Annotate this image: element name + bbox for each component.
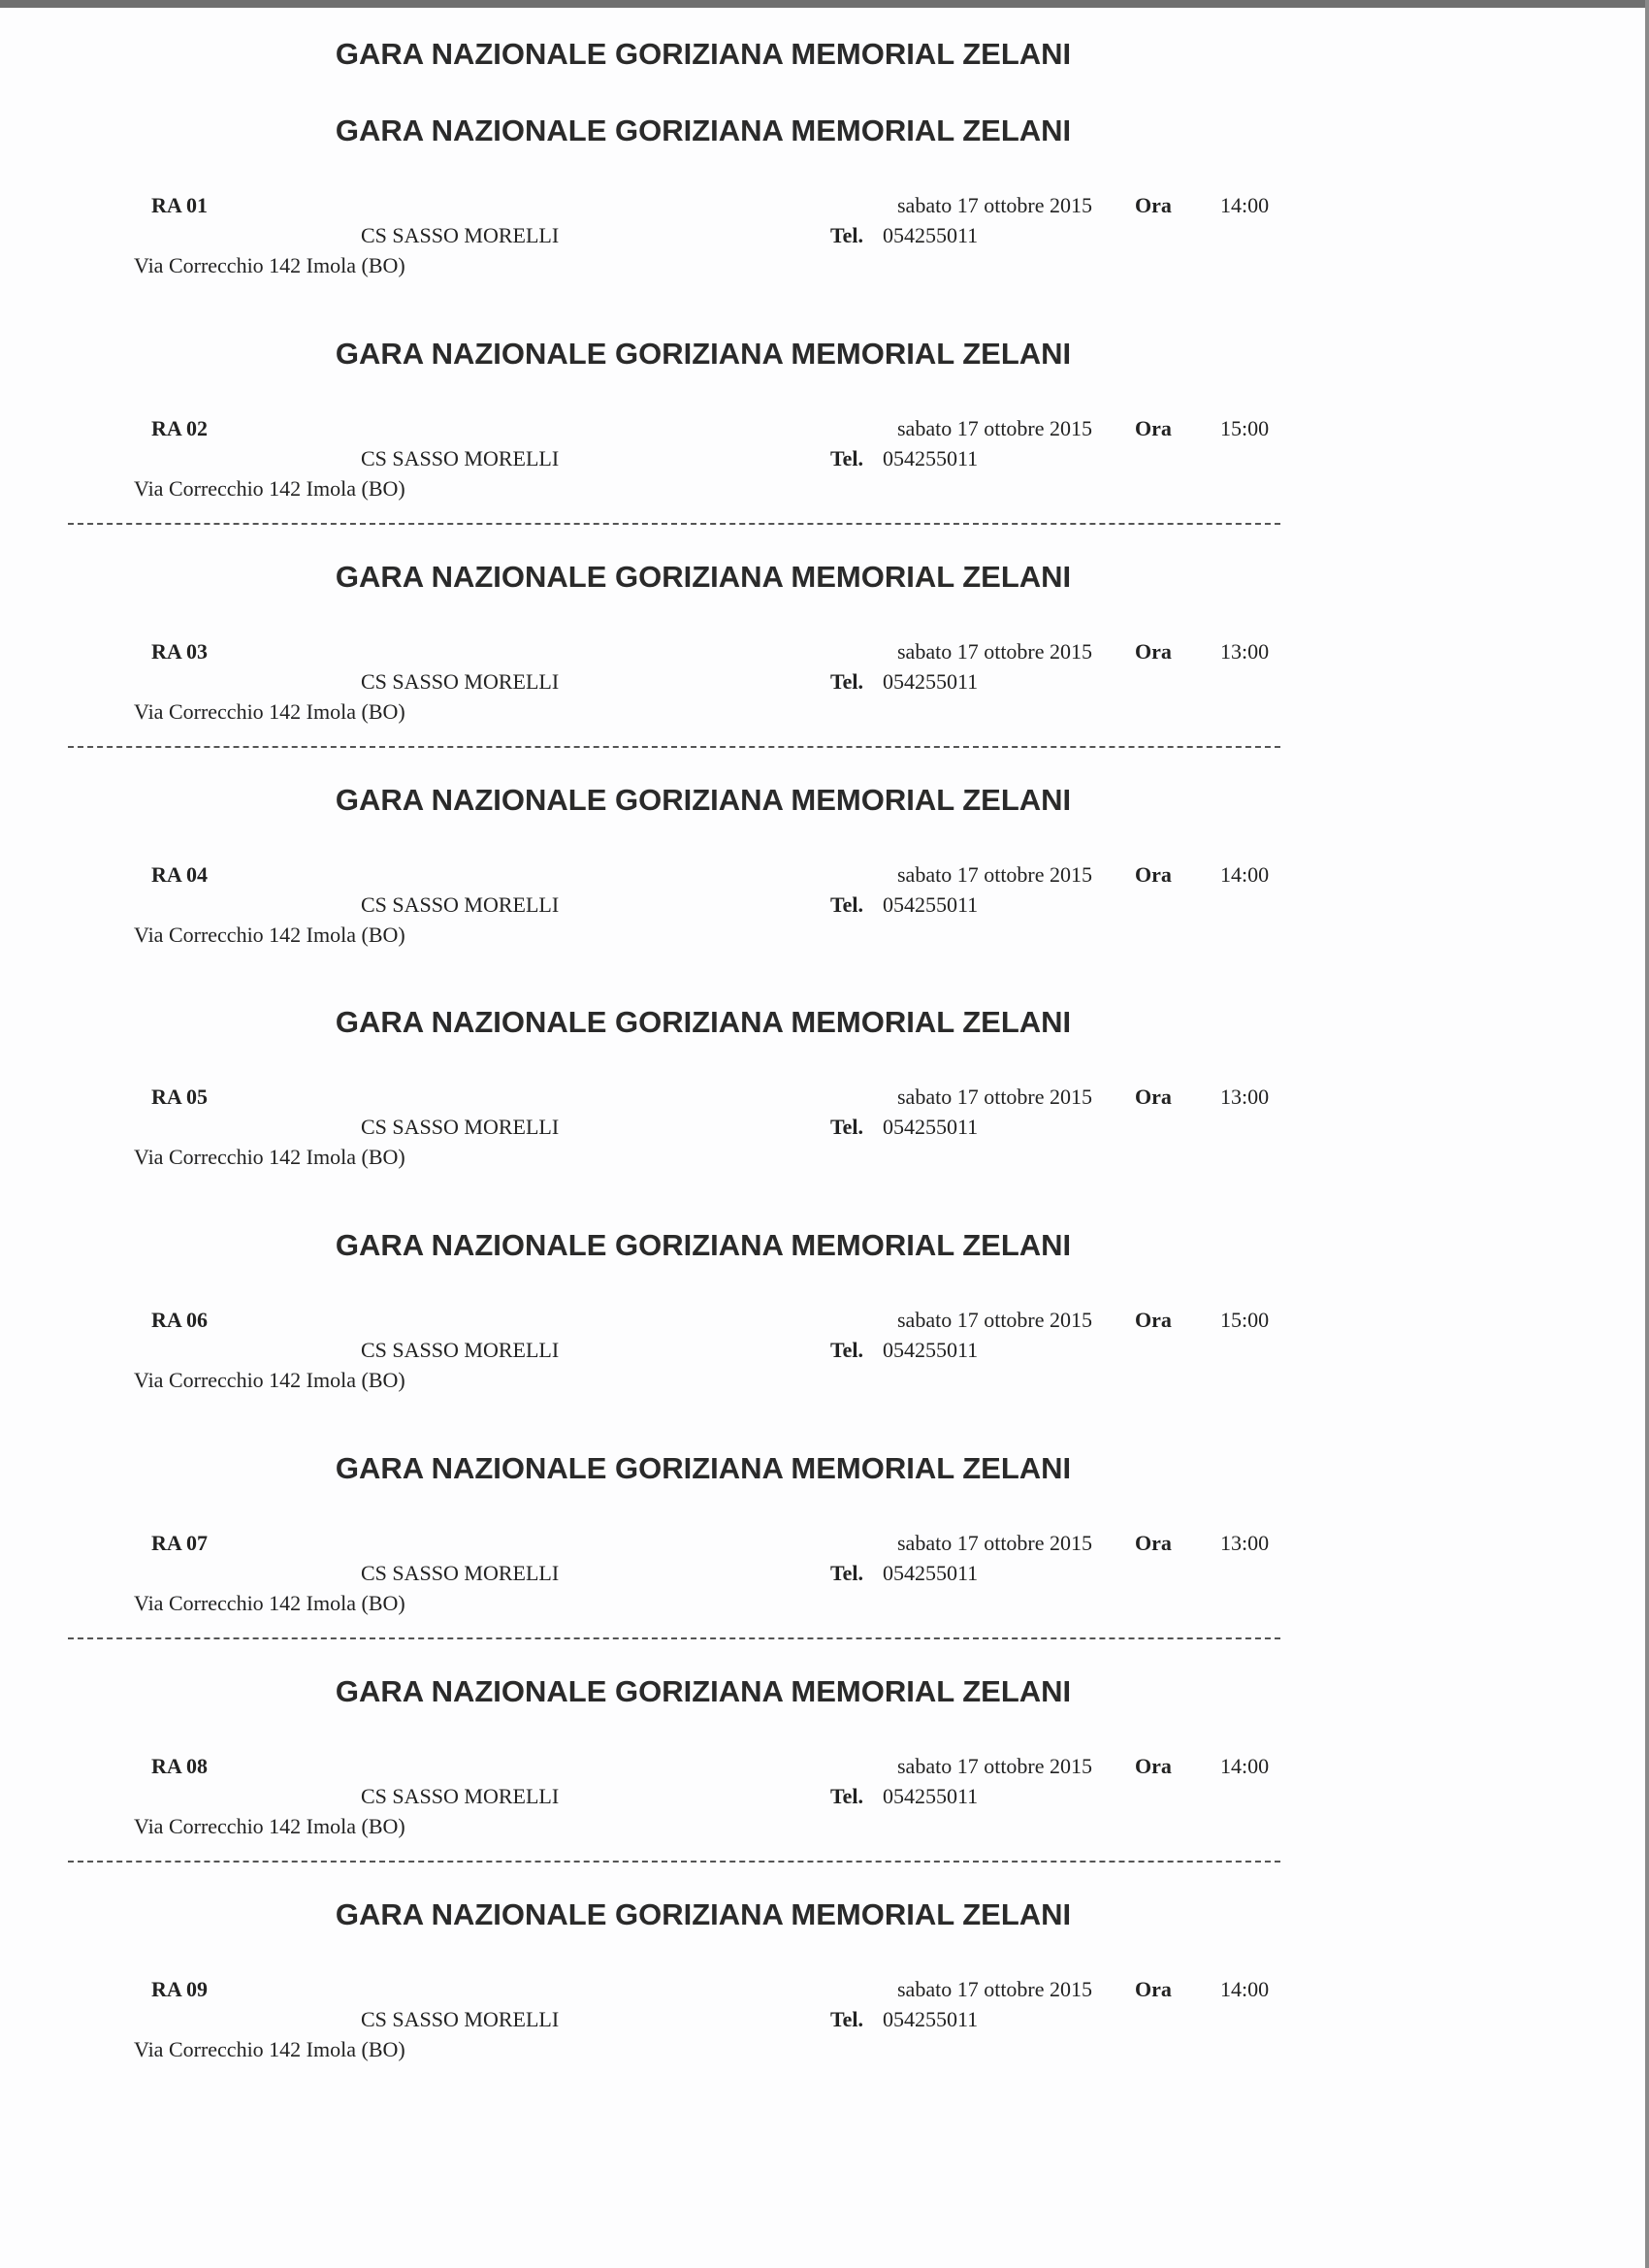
tel-label: Tel. <box>830 1338 864 1362</box>
entry-address: Via Correcchio 142 Imola (BO) <box>134 1814 405 1838</box>
entry-time: 13:00 <box>1220 1085 1270 1109</box>
ora-label: Ora <box>1135 1977 1172 2001</box>
entry-time: 14:00 <box>1220 1977 1270 2001</box>
entry-address: Via Correcchio 142 Imola (BO) <box>134 253 405 277</box>
ora-label: Ora <box>1135 416 1172 440</box>
ora-label: Ora <box>1135 862 1172 887</box>
entry-time: 14:00 <box>1220 193 1270 217</box>
entry-title: GARA NAZIONALE GORIZIANA MEMORIAL ZELANI <box>335 1451 1072 1485</box>
entry-venue: CS SASSO MORELLI <box>361 669 560 694</box>
entry-time: 15:00 <box>1220 1308 1270 1332</box>
entry-date: sabato 17 ottobre 2015 <box>897 639 1093 664</box>
entry-code: RA 08 <box>151 1754 209 1778</box>
entry-venue: CS SASSO MORELLI <box>361 223 560 247</box>
entry-phone: 054255011 <box>883 223 979 247</box>
ora-label: Ora <box>1135 1308 1172 1332</box>
ora-label: Ora <box>1135 639 1172 664</box>
entry-date: sabato 17 ottobre 2015 <box>897 1308 1093 1332</box>
entry-venue: CS SASSO MORELLI <box>361 1784 560 1808</box>
entry-venue: CS SASSO MORELLI <box>361 446 560 470</box>
tel-label: Tel. <box>830 2007 864 2031</box>
entry-ra-09 <box>0 1897 1406 2121</box>
entry-phone: 054255011 <box>883 892 979 917</box>
tel-label: Tel. <box>830 669 864 694</box>
tel-label: Tel. <box>830 1115 864 1139</box>
entry-date: sabato 17 ottobre 2015 <box>897 1531 1093 1555</box>
entry-ra-07 <box>0 1451 1406 1674</box>
entry-ra-03 <box>0 560 1406 783</box>
entry-venue: CS SASSO MORELLI <box>361 892 560 917</box>
entry-time: 14:00 <box>1220 862 1270 887</box>
entry-title: GARA NAZIONALE GORIZIANA MEMORIAL ZELANI <box>335 783 1072 817</box>
entry-phone: 054255011 <box>883 2007 979 2031</box>
entry-code: RA 05 <box>151 1085 209 1109</box>
entry-title: GARA NAZIONALE GORIZIANA MEMORIAL ZELANI <box>335 1674 1072 1708</box>
tel-label: Tel. <box>830 223 864 247</box>
entry-code: RA 06 <box>151 1308 209 1332</box>
entry-phone: 054255011 <box>883 1561 979 1585</box>
entry-date: sabato 17 ottobre 2015 <box>897 1085 1093 1109</box>
entry-title: GARA NAZIONALE GORIZIANA MEMORIAL ZELANI <box>335 560 1072 594</box>
entry-date: sabato 17 ottobre 2015 <box>897 862 1093 887</box>
entry-code: RA 09 <box>151 1977 209 2001</box>
tel-label: Tel. <box>830 1784 864 1808</box>
entry-address: Via Correcchio 142 Imola (BO) <box>134 1591 405 1615</box>
entry-title: GARA NAZIONALE GORIZIANA MEMORIAL ZELANI <box>335 1005 1072 1039</box>
page-title: GARA NAZIONALE GORIZIANA MEMORIAL ZELANI <box>335 37 1072 71</box>
ora-label: Ora <box>1135 1754 1172 1778</box>
scan-edge-top <box>0 0 1649 8</box>
entry-phone: 054255011 <box>883 1115 979 1139</box>
entry-time: 13:00 <box>1220 639 1270 664</box>
entry-title: GARA NAZIONALE GORIZIANA MEMORIAL ZELANI <box>335 1897 1072 1931</box>
cut-line <box>68 523 1280 525</box>
entry-ra-04 <box>0 783 1406 1006</box>
scan-edge-right <box>1645 0 1649 2268</box>
entry-ra-06 <box>0 1228 1406 1451</box>
entry-venue: CS SASSO MORELLI <box>361 1561 560 1585</box>
entry-time: 14:00 <box>1220 1754 1270 1778</box>
entry-address: Via Correcchio 142 Imola (BO) <box>134 476 405 501</box>
entry-venue: CS SASSO MORELLI <box>361 1338 560 1362</box>
ora-label: Ora <box>1135 1531 1172 1555</box>
tel-label: Tel. <box>830 1561 864 1585</box>
tel-label: Tel. <box>830 892 864 917</box>
entry-title: GARA NAZIONALE GORIZIANA MEMORIAL ZELANI <box>335 1228 1072 1262</box>
entry-title: GARA NAZIONALE GORIZIANA MEMORIAL ZELANI <box>335 337 1072 371</box>
ora-label: Ora <box>1135 1085 1172 1109</box>
cut-line <box>68 746 1280 748</box>
entry-code: RA 04 <box>151 862 209 887</box>
entry-venue: CS SASSO MORELLI <box>361 1115 560 1139</box>
entry-code: RA 03 <box>151 639 209 664</box>
entry-ra-05 <box>0 1005 1406 1228</box>
cut-line <box>68 1861 1280 1863</box>
tel-label: Tel. <box>830 446 864 470</box>
entry-venue: CS SASSO MORELLI <box>361 2007 560 2031</box>
entry-code: RA 07 <box>151 1531 209 1555</box>
entry-code: RA 02 <box>151 416 209 440</box>
entry-code: RA 01 <box>151 193 209 217</box>
entry-date: sabato 17 ottobre 2015 <box>897 1754 1093 1778</box>
entry-phone: 054255011 <box>883 446 979 470</box>
entry-ra-01 <box>0 113 1406 337</box>
cut-line <box>68 1637 1280 1639</box>
entry-address: Via Correcchio 142 Imola (BO) <box>134 1145 405 1169</box>
entry-address: Via Correcchio 142 Imola (BO) <box>134 1368 405 1392</box>
entry-time: 13:00 <box>1220 1531 1270 1555</box>
entry-date: sabato 17 ottobre 2015 <box>897 193 1093 217</box>
entry-address: Via Correcchio 142 Imola (BO) <box>134 923 405 947</box>
entry-address: Via Correcchio 142 Imola (BO) <box>134 2037 405 2061</box>
entry-phone: 054255011 <box>883 1784 979 1808</box>
entry-ra-08 <box>0 1674 1406 1897</box>
entry-time: 15:00 <box>1220 416 1270 440</box>
entry-phone: 054255011 <box>883 669 979 694</box>
entry-ra-02 <box>0 337 1406 560</box>
entry-phone: 054255011 <box>883 1338 979 1362</box>
ora-label: Ora <box>1135 193 1172 217</box>
entry-address: Via Correcchio 142 Imola (BO) <box>134 699 405 724</box>
entry-title: GARA NAZIONALE GORIZIANA MEMORIAL ZELANI <box>335 113 1072 147</box>
entry-date: sabato 17 ottobre 2015 <box>897 416 1093 440</box>
entry-date: sabato 17 ottobre 2015 <box>897 1977 1093 2001</box>
